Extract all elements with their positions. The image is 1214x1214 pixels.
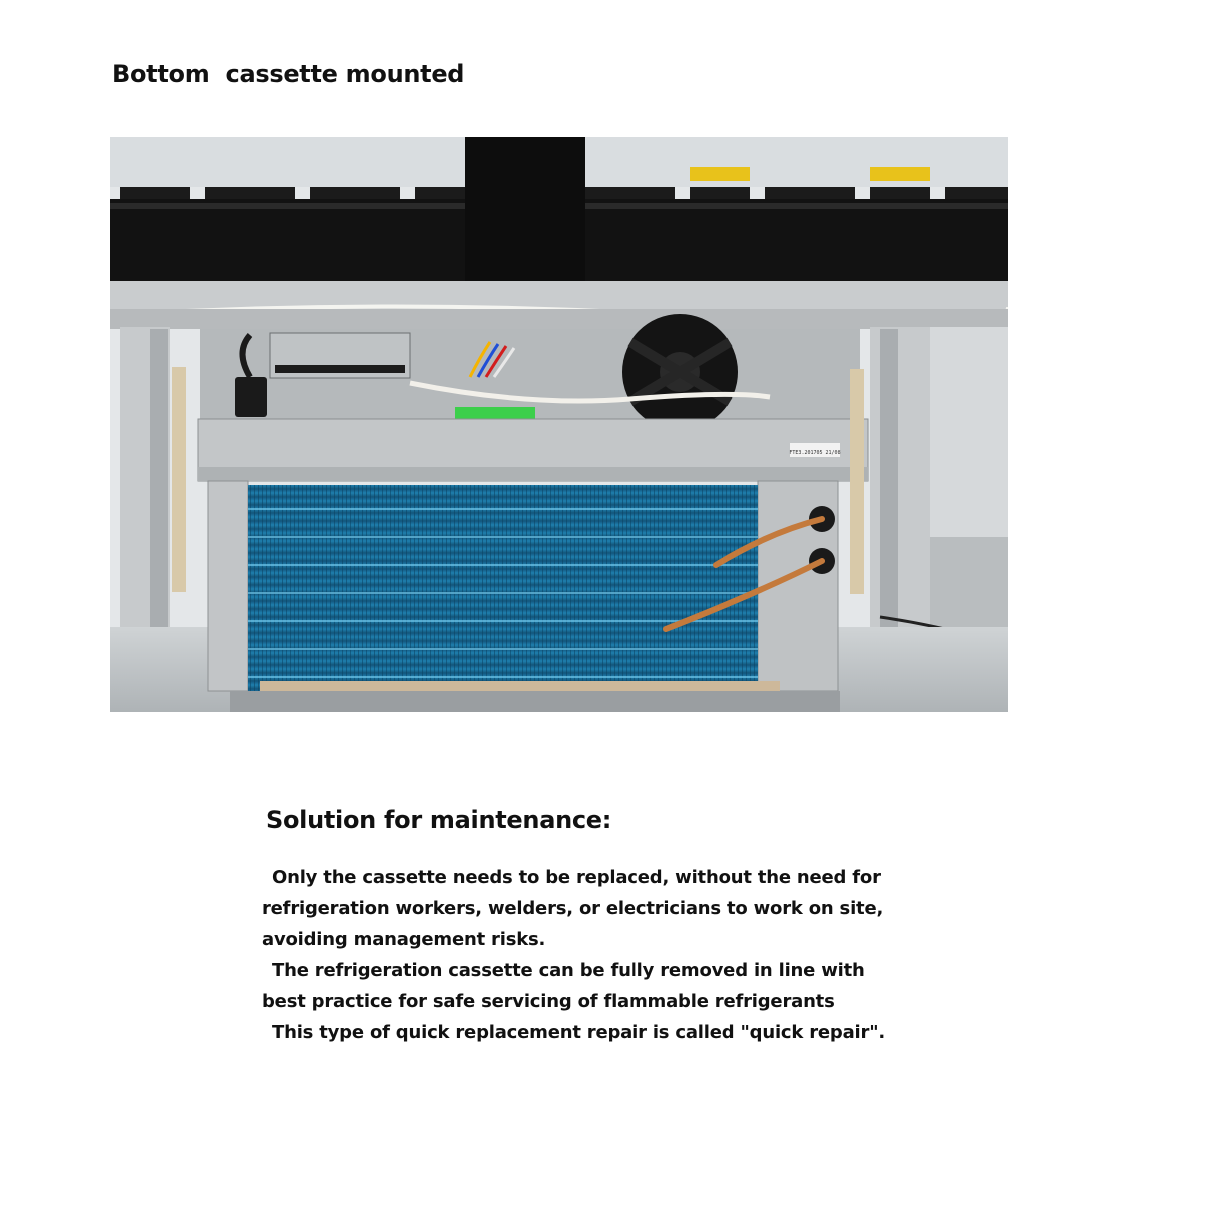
unit-label: FTE3.201705 21/08: [789, 450, 841, 456]
evaporator-coil: [248, 485, 758, 691]
condenser-fan: [622, 314, 738, 430]
text-line: The refrigeration cassette can be fully removed in line with: [272, 960, 865, 981]
maintenance-heading: Solution for maintenance:: [266, 806, 612, 834]
text-line: refrigeration workers, welders, or electricians to work on site,: [262, 898, 884, 919]
text-line: This type of quick replacement repair is called "quick repair".: [272, 1022, 886, 1043]
text-line: avoiding management risks.: [262, 929, 546, 950]
page-title: Bottom cassette mounted: [112, 60, 465, 88]
cassette-photo: [110, 137, 1008, 712]
text-line: Only the cassette needs to be replaced, without the need for: [272, 867, 881, 888]
maintenance-text: [262, 862, 902, 1048]
text-line: best practice for safe servicing of flammable refrigerants: [262, 991, 835, 1012]
